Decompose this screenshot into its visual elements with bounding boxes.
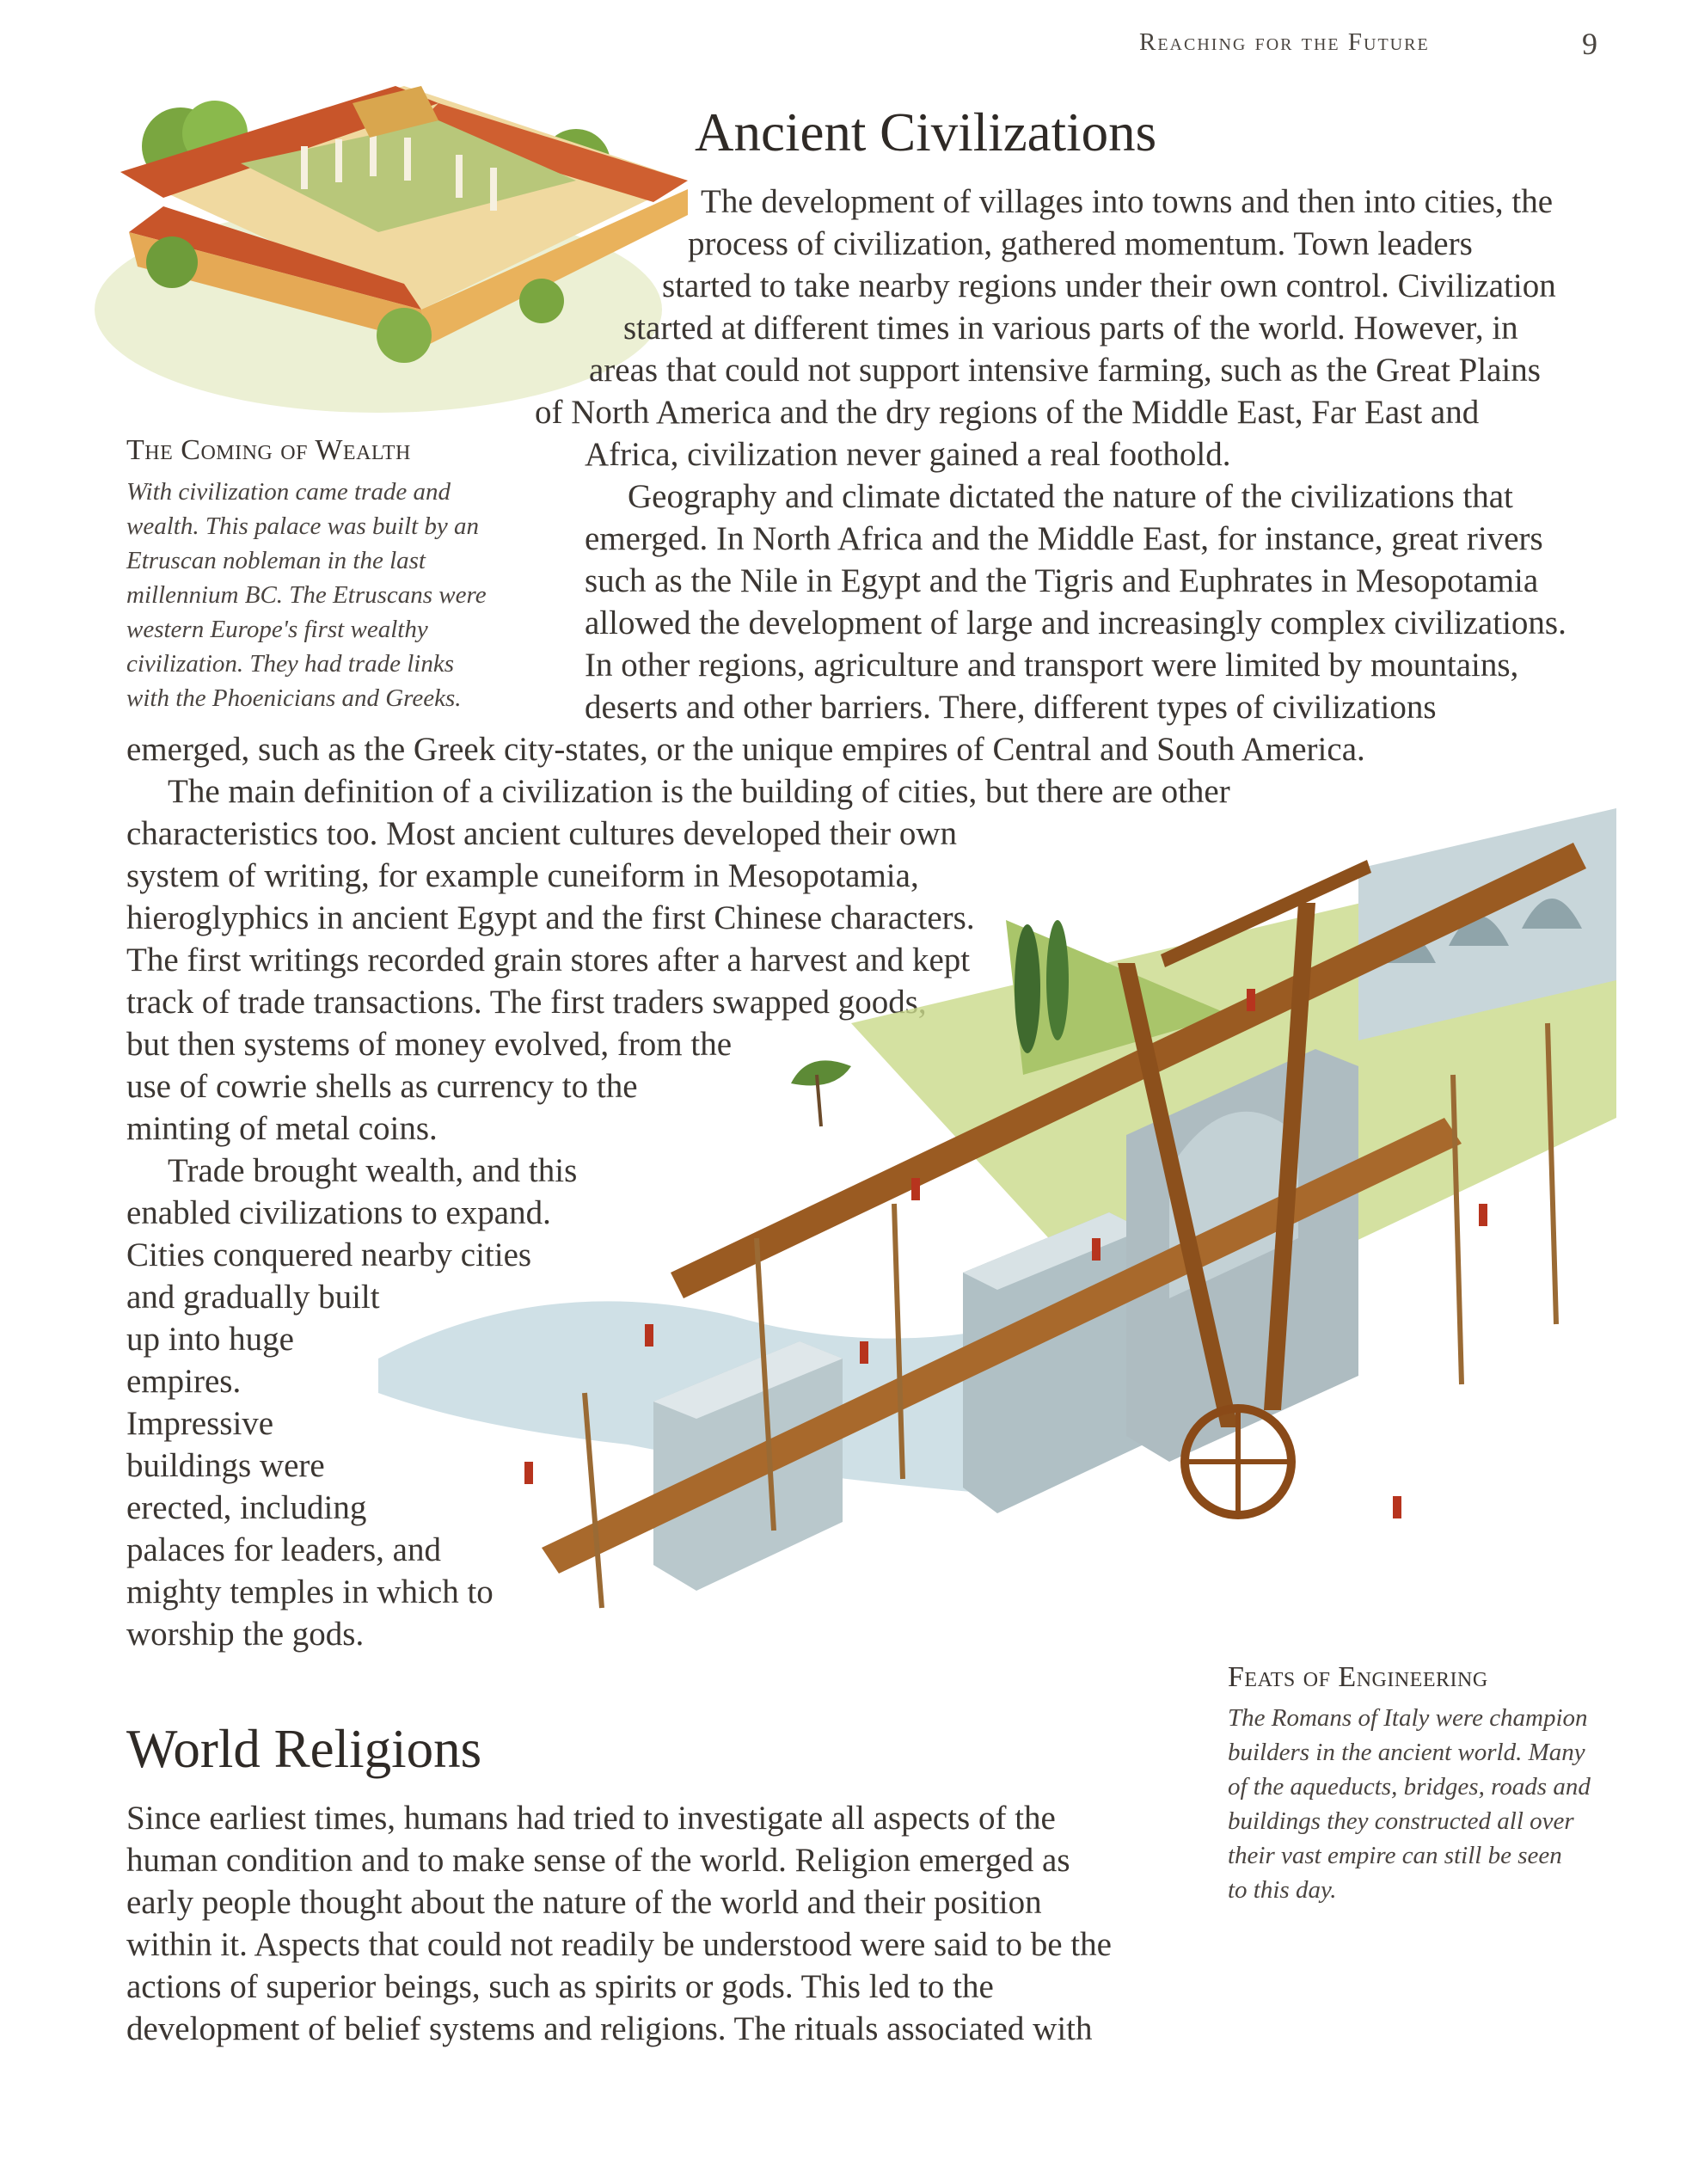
body-line: Since earliest times, humans had tried to investigate all aspects of the [126, 1800, 1056, 1837]
caption-line: The Romans of Italy were champion [1228, 1704, 1588, 1732]
body-line: The main definition of a civilization is the building of cities, but there are other [168, 773, 1230, 810]
roman-aqueduct-construction-illustration [370, 791, 1616, 1642]
body-line: mighty temples in which to [126, 1574, 494, 1610]
section-title-ancient-civilizations: Ancient Civilizations [695, 102, 1157, 163]
caption-line: Etruscan nobleman in the last [126, 547, 426, 574]
caption-line: of the aqueducts, bridges, roads and [1228, 1773, 1591, 1801]
body-line: process of civilization, gathered momentum. Town leaders [688, 225, 1473, 262]
body-line: characteristics too. Most ancient cultures developed their own [126, 815, 958, 852]
body-line: allowed the development of large and increasingly complex civilizations. [585, 604, 1566, 641]
body-line: empires. [126, 1363, 242, 1400]
body-line: started at different times in various parts of the world. However, in [623, 310, 1518, 347]
body-line: early people thought about the nature of the world and their position [126, 1884, 1042, 1921]
caption-line: with the Phoenicians and Greeks. [126, 684, 462, 712]
body-line: erected, including [126, 1489, 367, 1526]
body-line: and gradually built [126, 1279, 380, 1316]
page-number: 9 [1582, 27, 1597, 61]
body-line: areas that could not support intensive farming, such as the Great Plains [589, 352, 1541, 389]
body-line: buildings were [126, 1447, 325, 1484]
caption-line: their vast empire can still be seen [1228, 1842, 1562, 1869]
caption-line: wealth. This palace was built by an [126, 512, 480, 540]
body-line: palaces for leaders, and [126, 1531, 441, 1568]
caption-line: civilization. They had trade links [126, 650, 454, 678]
body-line: human condition and to make sense of the world. Religion emerged as [126, 1842, 1070, 1879]
body-line: deserts and other barriers. There, different types of civilizations [585, 689, 1437, 726]
body-line: but then systems of money evolved, from the [126, 1026, 733, 1063]
caption-line: millennium BC. The Etruscans were [126, 581, 487, 609]
body-line: actions of superior beings, such as spirits or gods. This led to the [126, 1968, 994, 2005]
body-line: emerged, such as the Greek city-states, or the unique empires of Central and South America. [126, 731, 1365, 768]
body-line: up into huge [126, 1321, 294, 1358]
caption-line: buildings they constructed all over [1228, 1807, 1574, 1835]
body-line: Trade brought wealth, and this [168, 1152, 578, 1189]
caption-line: to this day. [1228, 1876, 1337, 1904]
body-line: such as the Nile in Egypt and the Tigris and Euphrates in Mesopotamia [585, 562, 1539, 599]
body-line: Cities conquered nearby cities [126, 1236, 532, 1273]
body-line: hieroglyphics in ancient Egypt and the first Chinese characters. [126, 899, 975, 936]
body-line: enabled civilizations to expand. [126, 1194, 551, 1231]
body-line: The first writings recorded grain stores after a harvest and kept [126, 942, 971, 979]
caption-line: builders in the ancient world. Many [1228, 1739, 1585, 1766]
body-line: use of cowrie shells as currency to the [126, 1068, 638, 1105]
body-line: system of writing, for example cuneiform in Mesopotamia, [126, 857, 919, 894]
caption-heading-coming-of-wealth: The Coming of Wealth [126, 434, 411, 466]
body-line: within it. Aspects that could not readily be understood were said to be the [126, 1926, 1112, 1963]
body-line: minting of metal coins. [126, 1110, 438, 1147]
body-line: track of trade transactions. The first traders swapped goods, [126, 984, 927, 1021]
caption-line: With civilization came trade and [126, 478, 451, 506]
body-line: In other regions, agriculture and transport were limited by mountains, [585, 647, 1519, 684]
caption-line: western Europe's first wealthy [126, 616, 428, 643]
body-line: of North America and the dry regions of the Middle East, Far East and [535, 394, 1480, 431]
running-head: Reaching for the Future [1139, 28, 1430, 56]
body-line: Geography and climate dictated the nature of the civilizations that [628, 478, 1513, 515]
body-line: worship the gods. [126, 1616, 365, 1653]
caption-heading-feats-of-engineering: Feats of Engineering [1228, 1661, 1488, 1693]
body-line: Impressive [126, 1405, 274, 1442]
body-line: The development of villages into towns and then into cities, the [701, 183, 1554, 220]
body-line: development of belief systems and religions. The rituals associated with [126, 2010, 1093, 2047]
body-line: started to take nearby regions under their own control. Civilization [662, 267, 1556, 304]
body-line: emerged. In North Africa and the Middle East, for instance, great rivers [585, 520, 1543, 557]
section-title-world-religions: World Religions [126, 1719, 482, 1779]
body-line: Africa, civilization never gained a real foothold. [585, 436, 1231, 473]
